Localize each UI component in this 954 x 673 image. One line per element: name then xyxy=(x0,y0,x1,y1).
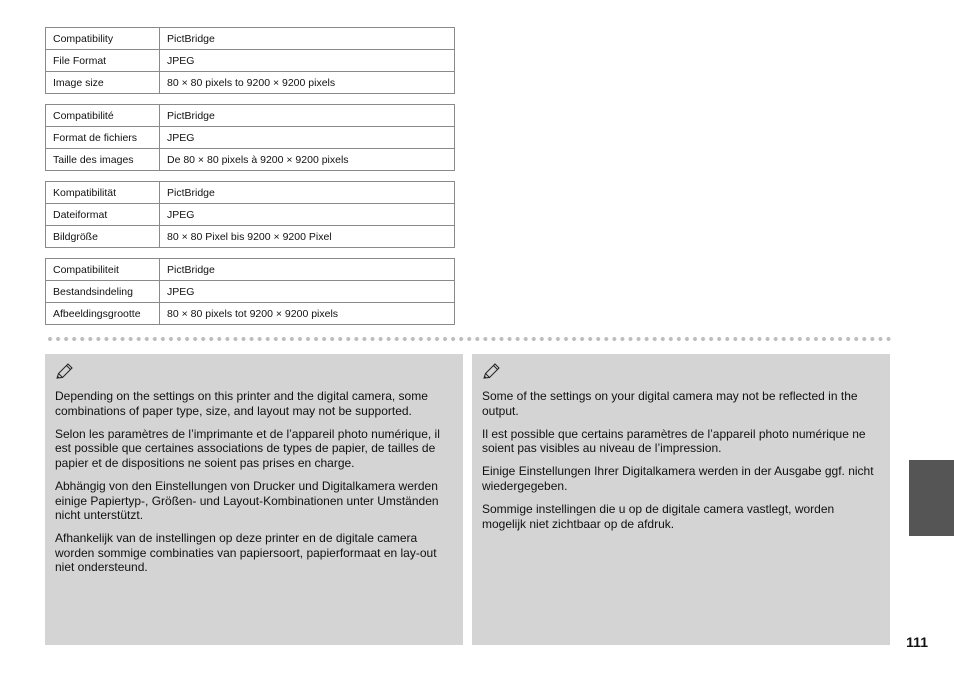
table-row xyxy=(46,259,455,281)
note-paragraph: Einige Einstellungen Ihrer Digitalkamera werden in der Ausgabe ggf. nicht wiedergegeben. xyxy=(482,464,874,493)
note-paragraph: Afhankelijk van de instellingen op deze printer en de digitale camera worden sommige combinaties van papiersoort, papierformaat en lay-out niet ondersteund. xyxy=(55,531,437,575)
note-box-left xyxy=(45,354,463,645)
spec-label: Kompatibilität xyxy=(46,182,160,204)
spec-label: Dateiformat xyxy=(46,204,160,226)
spec-table-french xyxy=(45,104,455,171)
spec-label: Compatibiliteit xyxy=(46,259,160,281)
spec-table-english xyxy=(45,27,455,94)
table-row xyxy=(46,50,455,72)
table-row xyxy=(46,72,455,94)
spec-label: Format de fichiers xyxy=(46,127,160,149)
spec-value: PictBridge xyxy=(160,28,455,50)
spec-value: JPEG xyxy=(160,50,455,72)
pencil-note-icon xyxy=(55,362,75,380)
page-number: 111 xyxy=(906,634,928,650)
spec-value: PictBridge xyxy=(160,259,455,281)
spec-value: JPEG xyxy=(160,204,455,226)
spec-table-german xyxy=(45,181,455,248)
note-paragraph: Abhängig von den Einstellungen von Drucker und Digitalkamera werden einige Papiertyp-, Größen- und Layout-Kombinationen unter Umständen nicht unterstützt. xyxy=(55,478,439,523)
spec-label: Image size xyxy=(46,72,160,94)
spec-label: Taille des images xyxy=(46,149,160,171)
spec-value: De 80 × 80 pixels à 9200 × 9200 pixels xyxy=(160,149,455,171)
spec-value: PictBridge xyxy=(160,105,455,127)
note-paragraph: Depending on the settings on this printer and the digital camera, some combinations of paper type, size, and layout may not be supported. xyxy=(55,389,428,418)
note-paragraph: Selon les paramètres de l’imprimante et de l’appareil photo numérique, il est possible que certaines associations de types de papier, de tailles de papier et de dispositions ne soient pas prises en charge. xyxy=(55,426,440,470)
spec-tables xyxy=(45,27,455,335)
note-box-right xyxy=(472,354,890,645)
spec-table-dutch xyxy=(45,258,455,325)
side-section-tab xyxy=(909,460,954,536)
note-paragraph: Some of the settings on your digital camera may not be reflected in the output. xyxy=(482,389,858,418)
spec-label: Afbeeldingsgrootte xyxy=(46,303,160,325)
spec-label: File Format xyxy=(46,50,160,72)
table-row xyxy=(46,303,455,325)
note-paragraph: Sommige instellingen die u op de digitale camera vastlegt, worden mogelijk niet zichtbaar op de afdruk. xyxy=(482,502,835,531)
spec-value: JPEG xyxy=(160,281,455,303)
spec-label: Bildgröße xyxy=(46,226,160,248)
spec-label: Compatibilité xyxy=(46,105,160,127)
dotted-divider xyxy=(47,336,892,342)
spec-value: 80 × 80 Pixel bis 9200 × 9200 Pixel xyxy=(160,226,455,248)
table-row xyxy=(46,149,455,171)
table-row xyxy=(46,28,455,50)
spec-label: Compatibility xyxy=(46,28,160,50)
table-row xyxy=(46,226,455,248)
table-row xyxy=(46,105,455,127)
pencil-note-icon xyxy=(482,362,502,380)
table-row xyxy=(46,127,455,149)
spec-value: JPEG xyxy=(160,127,455,149)
spec-value: 80 × 80 pixels to 9200 × 9200 pixels xyxy=(160,72,455,94)
note-paragraph: Il est possible que certains paramètres de l’appareil photo numérique ne soient pas visibles au niveau de l’impression. xyxy=(482,426,866,456)
spec-value: PictBridge xyxy=(160,182,455,204)
table-row xyxy=(46,204,455,226)
spec-value: 80 × 80 pixels tot 9200 × 9200 pixels xyxy=(160,303,455,325)
table-row xyxy=(46,182,455,204)
table-row xyxy=(46,281,455,303)
spec-label: Bestandsindeling xyxy=(46,281,160,303)
